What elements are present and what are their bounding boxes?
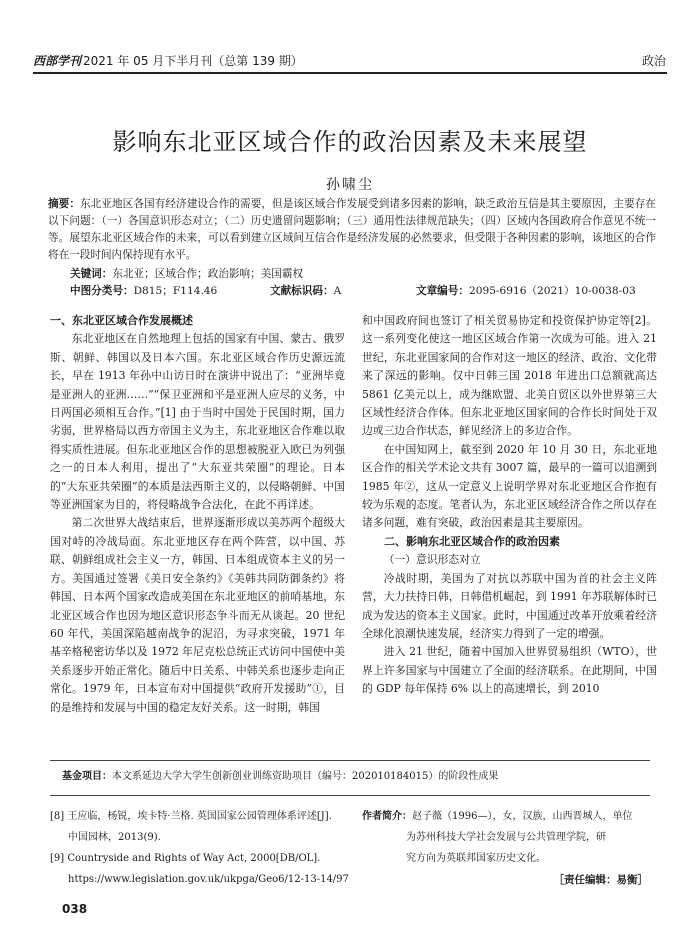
subsection-heading: （一）意识形态对立 bbox=[383, 553, 481, 567]
funding-note bbox=[62, 767, 498, 782]
body-paragraph: 第二次世界大战结束后，世界逐渐形成以美苏两个超级大国对峙的冷战局面。东北亚地区存在两个阵营，以中国、苏联、朝鲜组成社会主义一方，韩国、日本组成资本主义的另一方。美国通过签署《美日安全条约》《美韩共同防御条约》将韩国、日本两个国家改造成美国在东北亚地区的前哨基地，东北亚区域合作也因为地区意识形态争斗而无从谈起。20 世纪 60 年代，美国深陷越南战争的泥沼，为寻求突破，1971 年基辛格秘密访华以及 1972 年尼克松总统正式访问中国使中美关系逐步开始正常化。随后中日关系、中韩关系也逐步走向正常化。1979 年，日本宣布对中国提供“政府开发援助”①，目的是维持和发展与中国的稳定友好关系。这一时期，韩国 bbox=[50, 516, 345, 714]
funding-label: 基金项目： bbox=[62, 771, 112, 782]
body-column-left bbox=[50, 312, 345, 717]
document-code bbox=[270, 283, 341, 298]
body-paragraph: 冷战时期，美国为了对抗以苏联中国为首的社会主义阵营，大力扶持日韩，日韩借机崛起，到 1991 年苏联解体时已成为发达的资本主义国家。此时，中国通过改革开放乘着经济全球化浪潮快速发展，经济实力得到了一定的增强。 bbox=[362, 571, 657, 640]
keywords bbox=[70, 266, 303, 281]
author-bio-line: 为苏州科技大学社会发展与公共管理学院，研 bbox=[406, 832, 606, 843]
reference-item-continued: https://www.legislation.gov.uk/ukpga/Geo6/12-13-14/97 bbox=[68, 874, 349, 885]
footer-divider bbox=[50, 795, 650, 796]
issue-info: 2021 年 05 月下半月刊（总第 139 期） bbox=[83, 54, 303, 68]
reference-item-continued: 中国园林，2013(9). bbox=[68, 832, 161, 843]
reference-item: [8] 王应临，杨锐，埃卡特·兰格. 英国国家公园管理体系评述[J]. bbox=[50, 811, 332, 822]
body-paragraph: 和中国政府间也签订了相关贸易协定和投资保护协定等[2]。这一系列变化使这一地区区域合作第一次成为可能。进入 21 世纪，东北亚国家间的合作对这一地区的经济、政治、文化带来了深远的影响。仅中日韩三国 2018 年进出口总额就高达 5861 亿美元以上，成为继欧盟、北美自贸区以外世界第三大区域性经济合作体。但东北亚地区国家间的合作长时间处于双边或三边合作状态，鲜见经济上的多边合作。 bbox=[362, 314, 657, 438]
journal-logo: 西部学刊 bbox=[33, 54, 82, 68]
article-number-value: 2095-6916（2021）10-0038-03 bbox=[468, 285, 636, 297]
classification-label: 中图分类号： bbox=[70, 285, 134, 297]
body-paragraph: 进入 21 世纪，随着中国加入世界贸易组织（WTO），世界上许多国家与中国建立了全面的经济联系。在此期间，中国的 GDP 每年保持 6% 以上的高速增长，到 2010 bbox=[362, 645, 657, 696]
article-title: 影响东北亚区域合作的政治因素及未来展望 bbox=[112, 128, 588, 156]
body-paragraph: 在中国知网上，截至到 2020 年 10 月 30 日，东北亚地区合作的相关学术论文共有 3007 篇，最早的一篇可以追溯到 1985 年②，这从一定意义上说明学界对东北亚地区合作抱有较为乐观的态度。笔者认为，东北亚区域经济合作之所以存在诸多问题，难有突破，政治因素是其主要原因。 bbox=[362, 442, 657, 530]
abstract-label: 摘要： bbox=[48, 198, 81, 210]
funding-divider bbox=[50, 760, 650, 761]
document-code-value: A bbox=[333, 285, 342, 297]
funding-text: 本文系延边大学大学生创新创业训练资助项目（编号：202010184015）的阶段性成果 bbox=[112, 771, 499, 782]
document-code-label: 文献标识码： bbox=[270, 285, 334, 297]
author-bio bbox=[362, 806, 656, 869]
page-number: 038 bbox=[62, 902, 88, 916]
author-bio-line: 究方向为英联邦国家历史文化。 bbox=[406, 853, 546, 864]
body-column-right bbox=[362, 312, 657, 699]
classification-number bbox=[70, 283, 217, 298]
article-number bbox=[416, 283, 636, 298]
reference-list bbox=[50, 806, 350, 890]
header-divider bbox=[33, 72, 667, 74]
keywords-text: 东北亚；区域合作；政治影响；美国霸权 bbox=[112, 268, 304, 280]
section-label: 政治 bbox=[641, 54, 666, 68]
section-heading-2: 二、影响东北亚区域合作的政治因素 bbox=[384, 534, 560, 548]
article-author: 孙啸尘 bbox=[326, 177, 374, 193]
classification-value: D815；F114.46 bbox=[133, 285, 218, 297]
section-heading-1: 一、东北亚区域合作发展概述 bbox=[50, 314, 193, 327]
article-number-label: 文章编号： bbox=[416, 285, 469, 297]
keywords-label: 关键词： bbox=[70, 268, 113, 280]
abstract bbox=[48, 196, 656, 264]
author-bio-label: 作者简介： bbox=[362, 811, 412, 822]
responsible-editor: ［责任编辑：易衡］ bbox=[553, 874, 648, 886]
abstract-text: 东北亚地区各国有经济建设合作的需要，但是该区域合作发展受到诸多因素的影响，缺乏政治互信是其主要原因，主要存在以下问题：（一）各国意识形态对立；（二）历史遗留问题影响；（三）通用性法律规范缺失；（四）区域内各国政府合作意见不统一等。展望东北亚区域合作的未来，可以看到建立区域间互信合作是经济发展的必然要求，但受限于各种因素的影响，该地区的合作将在一段时间内保持现有水平。 bbox=[48, 198, 657, 261]
author-bio-line: 赵子薇（1996—），女，汉族，山西晋城人，单位 bbox=[412, 811, 633, 822]
reference-item: [9] Countryside and Rights of Way Act, 2000[DB/OL]. bbox=[50, 853, 321, 864]
running-header-left bbox=[33, 52, 303, 69]
body-paragraph: 东北亚地区在自然地理上包括的国家有中国、蒙古、俄罗斯、朝鲜、韩国以及日本六国。东北亚区域合作历史源远流长，早在 1913 年孙中山访日时在演讲中说出了：“亚洲毕竟是亚洲人的亚洲……”“保卫亚洲和平是亚洲人应尽的义务，中日两国必须相互合作。”[1] 由于当时中国处于民国时期，国力劣弱，世界格局以西方帝国主义为主，东北亚地区合作难以取得实质性进展。但东北亚地区合作的思想被脱亚入欧已为列强之一的日本人利用，提出了“大东亚共荣圈”的理论。日本的“大东亚共荣圈”的本质是法西斯主义的，以侵略朝鲜、中国等亚洲国家为目的，将侵略战争合法化，在此不再详述。 bbox=[50, 332, 345, 512]
